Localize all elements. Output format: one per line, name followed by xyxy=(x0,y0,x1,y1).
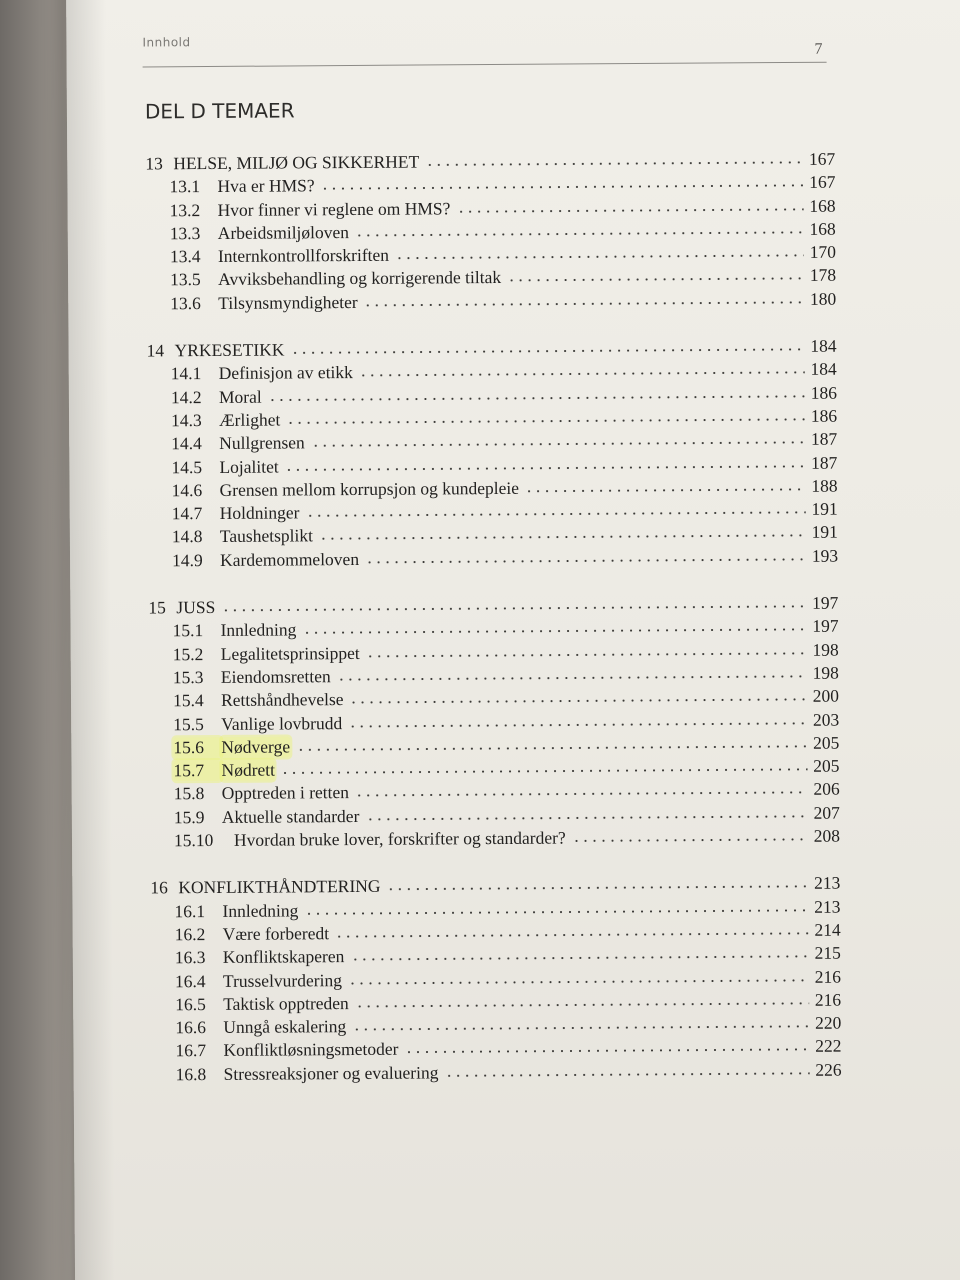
section-page-number: 208 xyxy=(813,825,841,846)
section-title: Definisjon av etikk xyxy=(218,362,353,384)
section-title: Avviksbehandling og korrigerende tiltak xyxy=(218,267,502,290)
chapter-page-number: 197 xyxy=(812,592,839,613)
chapter-number: 16 xyxy=(150,877,168,898)
section-page-number: 206 xyxy=(813,779,840,800)
dot-leader xyxy=(355,1002,809,1008)
section-title: Hvordan bruke lover, forskrifter og standarder? xyxy=(233,827,566,850)
table-of-contents xyxy=(145,149,842,1112)
section-page-number: 187 xyxy=(810,428,838,450)
dot-leader xyxy=(387,885,809,891)
section-page-number: 205 xyxy=(813,755,840,776)
dot-leader xyxy=(348,721,807,727)
dot-leader xyxy=(366,651,807,657)
section-page-number: 180 xyxy=(809,288,837,309)
section-page-number: 178 xyxy=(809,265,837,286)
section-page-number: 167 xyxy=(809,171,836,193)
section-page-number: 200 xyxy=(812,685,840,707)
dot-leader xyxy=(572,838,808,843)
section-number: 16.6 xyxy=(175,1017,207,1038)
chapter-number: 13 xyxy=(145,153,163,174)
section-title: Nullgrensen xyxy=(219,432,305,454)
section-number: 15.8 xyxy=(173,783,205,804)
section-number: 15.5 xyxy=(173,713,204,734)
section-number: 15.1 xyxy=(172,620,204,641)
chapter-number: 14 xyxy=(146,340,165,361)
dot-leader xyxy=(286,418,805,425)
section-number: 16.1 xyxy=(174,900,206,921)
dot-leader xyxy=(304,908,808,915)
section-page-number: 215 xyxy=(814,942,841,964)
section-title: Trusselvurdering xyxy=(222,969,342,991)
chapter-title: JUSS xyxy=(176,597,216,618)
section-number: 14.2 xyxy=(170,386,202,407)
section-title: Stressreaksjoner og evaluering xyxy=(223,1062,439,1084)
section-page-number: 184 xyxy=(810,359,837,380)
section-number: 15.7 xyxy=(173,760,221,781)
section-page-number: 191 xyxy=(811,522,838,543)
dot-leader xyxy=(395,254,804,260)
section-page-number: 220 xyxy=(814,1012,842,1033)
section-title: Moral xyxy=(218,386,262,407)
section-title: Innledning xyxy=(222,900,299,921)
section-page-number: 216 xyxy=(814,989,842,1010)
section-title: Rettshåndhevelse xyxy=(220,689,344,711)
section-title: Tilsynsmyndigheter xyxy=(218,291,358,313)
section-page-number: 216 xyxy=(814,966,842,987)
dot-leader xyxy=(285,464,805,471)
toc-chapter xyxy=(147,336,839,574)
section-number: 15.3 xyxy=(172,666,204,688)
section-page-number: 214 xyxy=(814,919,841,940)
section-title: Være forberedt xyxy=(222,923,330,944)
section-title: Legalitetsprinsippet xyxy=(220,642,360,664)
section-title: Innledning xyxy=(220,619,297,641)
section-title: Aktuelle standarder xyxy=(221,805,360,827)
toc-chapter xyxy=(150,873,841,1087)
section-page-number: 222 xyxy=(815,1036,842,1057)
chapter-page-number: 213 xyxy=(814,872,841,894)
dot-leader xyxy=(456,207,803,212)
section-number: 14.8 xyxy=(171,526,203,547)
section-title: Grensen mellom korrupsjon og kundepleie xyxy=(219,477,520,500)
section-page-number: 191 xyxy=(811,498,838,519)
section-number: 14.5 xyxy=(171,456,203,477)
section-number: 14.4 xyxy=(171,433,202,454)
dot-leader xyxy=(404,1048,809,1054)
section-number: 14.7 xyxy=(171,503,203,524)
chapter-page-number: 184 xyxy=(810,335,837,356)
section-number: 15.6 xyxy=(173,737,221,758)
section-title: Taushetsplikt xyxy=(219,525,314,547)
section-number: 16.2 xyxy=(174,923,206,945)
dot-leader xyxy=(364,301,804,307)
part-title: DEL D TEMAER xyxy=(144,98,295,124)
section-page-number: 170 xyxy=(809,241,836,263)
section-title: Konfliktløsningsmetoder xyxy=(223,1039,399,1061)
dot-leader xyxy=(355,231,804,237)
section-page-number: 197 xyxy=(812,615,839,637)
section-number: 15.2 xyxy=(172,643,204,664)
section-number: 16.7 xyxy=(175,1040,207,1061)
section-page-number: 186 xyxy=(810,382,837,403)
section-page-number: 205 xyxy=(813,732,840,753)
dot-leader xyxy=(365,815,807,821)
section-title: Arbeidsmiljøloven xyxy=(217,221,350,243)
section-title: Kardemommeloven xyxy=(219,548,360,570)
dot-leader xyxy=(337,675,807,681)
section-title: Hva er HMS? xyxy=(217,175,315,197)
section-number: 13.4 xyxy=(169,246,201,267)
section-page-number: 203 xyxy=(812,709,840,730)
section-number: 16.4 xyxy=(174,970,206,991)
section-number: 15.9 xyxy=(173,806,205,827)
section-page-number: 187 xyxy=(811,452,838,473)
page-number: 7 xyxy=(814,40,823,58)
dot-leader xyxy=(365,558,806,564)
dot-leader xyxy=(311,441,805,447)
section-page-number: 193 xyxy=(811,545,839,566)
dot-leader xyxy=(319,534,806,540)
dot-leader xyxy=(525,488,805,493)
section-page-number: 198 xyxy=(812,639,839,660)
section-title: Opptreden i retten xyxy=(221,782,350,804)
dot-leader xyxy=(290,348,804,355)
dot-leader xyxy=(348,978,809,984)
chapter-title: KONFLIKTHÅNDTERING xyxy=(178,876,381,898)
toc-section-entry[interactable] xyxy=(148,545,838,573)
running-head: Innhold xyxy=(142,35,191,50)
section-number: 14.9 xyxy=(171,549,203,571)
section-page-number: 198 xyxy=(812,662,839,683)
book-page xyxy=(66,0,960,1280)
dot-leader xyxy=(355,791,807,797)
dot-leader xyxy=(359,371,805,377)
section-title: Konfliktskaperen xyxy=(222,946,345,968)
dot-leader xyxy=(305,511,805,517)
dot-leader xyxy=(350,955,808,961)
dot-leader xyxy=(296,745,807,752)
dot-leader xyxy=(350,698,807,704)
dot-leader xyxy=(268,395,805,402)
dot-leader xyxy=(302,628,806,635)
dot-leader xyxy=(425,161,803,167)
section-number: 14.6 xyxy=(171,479,203,501)
section-number: 13.2 xyxy=(169,199,201,220)
section-page-number: 186 xyxy=(810,405,838,426)
section-number: 16.5 xyxy=(175,993,206,1015)
section-title: Taktisk opptreden xyxy=(223,992,349,1014)
section-number: 16.3 xyxy=(174,947,206,968)
toc-section-entry[interactable] xyxy=(150,826,840,854)
section-title: Lojalitet xyxy=(219,456,279,477)
section-page-number: 207 xyxy=(813,802,840,823)
section-title: Ærlighet xyxy=(219,409,281,430)
chapter-number: 15 xyxy=(148,597,166,618)
dot-leader xyxy=(281,768,807,775)
section-number: 13.5 xyxy=(170,269,201,290)
section-page-number: 188 xyxy=(811,475,838,496)
section-title: Internkontrollforskriften xyxy=(217,244,390,267)
section-title: Nødrett xyxy=(221,759,276,781)
section-title: Vanlige lovbrudd xyxy=(221,712,343,734)
chapter-title: YRKESETIKK xyxy=(174,339,285,361)
toc-section-entry[interactable] xyxy=(152,1059,842,1087)
section-title: Hvor finner vi reglene om HMS? xyxy=(217,197,451,220)
toc-chapter xyxy=(148,593,840,854)
chapter-page-number: 167 xyxy=(808,148,836,169)
section-page-number: 213 xyxy=(814,896,841,917)
section-page-number: 168 xyxy=(809,195,836,216)
dot-leader xyxy=(352,1025,809,1031)
section-title: Nødverge xyxy=(221,736,291,757)
section-number: 16.8 xyxy=(175,1063,207,1084)
section-number: 13.1 xyxy=(169,176,201,197)
dot-leader xyxy=(444,1072,809,1078)
toc-section-entry[interactable] xyxy=(146,288,836,316)
toc-chapter xyxy=(145,149,836,317)
section-title: Eiendomsretten xyxy=(220,666,331,687)
section-number: 15.4 xyxy=(172,690,204,711)
section-number: 13.6 xyxy=(170,292,201,314)
section-page-number: 168 xyxy=(809,218,836,239)
dot-leader xyxy=(507,277,804,282)
section-number: 14.3 xyxy=(171,410,202,431)
section-page-number: 226 xyxy=(815,1059,842,1080)
section-number: 15.10 xyxy=(173,830,214,851)
section-title: Holdninger xyxy=(219,502,300,524)
dot-leader xyxy=(335,932,808,938)
header-rule xyxy=(143,62,827,68)
section-number: 14.1 xyxy=(170,363,202,384)
section-title: Unngå eskalering xyxy=(223,1016,347,1038)
section-number: 13.3 xyxy=(169,222,201,244)
dot-leader xyxy=(321,184,804,190)
dot-leader xyxy=(221,605,806,612)
chapter-title: HELSE, MILJØ OG SIKKERHET xyxy=(173,151,420,174)
